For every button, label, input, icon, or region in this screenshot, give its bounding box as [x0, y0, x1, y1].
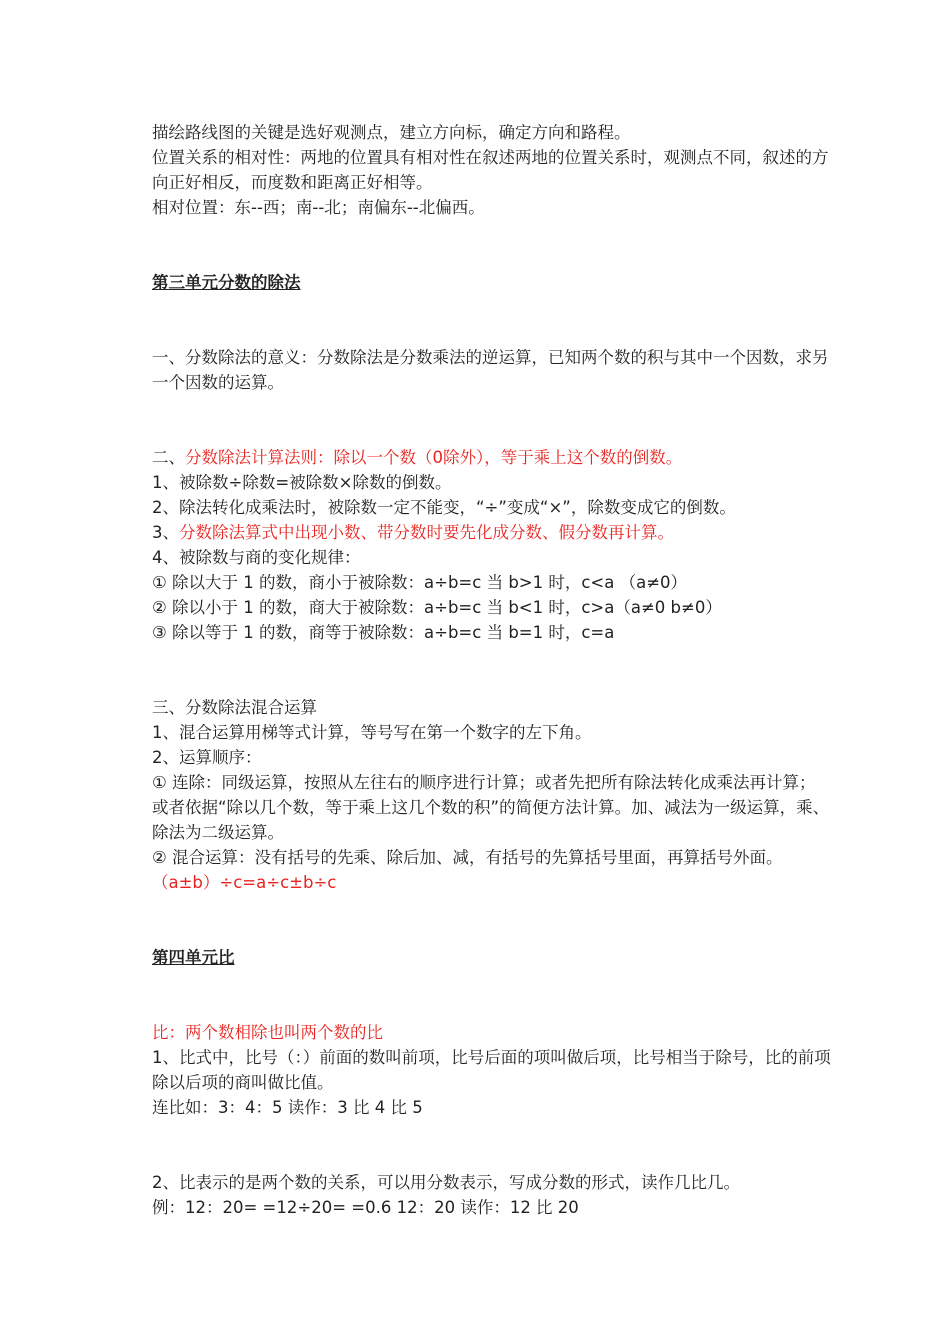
- paragraph-route-map: 描绘路线图的关键是选好观测点，建立方向标，确定方向和路程。: [152, 123, 631, 142]
- unit3-rule: [152, 445, 832, 470]
- unit3-rule-highlight: 分数除法计算法则：除以一个数（0除外），等于乘上这个数的倒数。: [185, 448, 683, 467]
- unit3-mixed-4: ② 混合运算：没有括号的先乘、除后加、减，有括号的先算括号里面，再算括号外面。: [152, 848, 783, 867]
- unit3-case-2: ② 除以小于 1 的数，商大于被除数：a÷b=c 当 b<1 时，c>a（a≠0 b≠0）: [152, 598, 722, 617]
- unit3-heading: 第三单元分数的除法: [152, 273, 301, 292]
- paragraph-relative-position: 相对位置：东--西；南--北；南偏东--北偏西。: [152, 198, 485, 217]
- unit4-paragraph-2: 连比如：3：4：5 读作：3 比 4 比 5: [152, 1098, 423, 1117]
- unit4-definition: 比：两个数相除也叫两个数的比: [152, 1023, 383, 1042]
- unit4-paragraph-3: 2、比表示的是两个数的关系，可以用分数表示，写成分数的形式，读作几比几。: [152, 1173, 740, 1192]
- unit3-rule-3-prefix: 3、: [152, 523, 179, 542]
- unit3-mixed-2: 2、运算顺序：: [152, 748, 262, 767]
- unit3-mixed-3: ① 连除：同级运算，按照从左往右的顺序进行计算；或者先把所有除法转化成乘法再计算；或者依据“除以几个数，等于乘上这几个数的积”的简便方法计算。加、减法为一级运算，乘、除法为二级运算。: [152, 773, 830, 842]
- unit3-rule-3: [152, 520, 832, 545]
- unit3-meaning: 一、分数除法的意义：分数除法是分数乘法的逆运算，已知两个数的积与其中一个因数，求另一个因数的运算。: [152, 348, 829, 392]
- unit3-case-1: ① 除以大于 1 的数，商小于被除数：a÷b=c 当 b>1 时，c<a （a≠0）: [152, 573, 688, 592]
- unit3-case-3: ③ 除以等于 1 的数，商等于被除数：a÷b=c 当 b=1 时，c=a: [152, 623, 615, 642]
- unit4-paragraph-1: 1、比式中，比号（：）前面的数叫前项，比号后面的项叫做后项，比号相当于除号，比的前项除以后项的商叫做比值。: [152, 1048, 831, 1092]
- unit4-paragraph-4: 例：12：20= =12÷20= =0.6 12：20 读作：12 比 20: [152, 1198, 579, 1217]
- document-body: [152, 120, 832, 1220]
- unit3-rule-4: 4、被除数与商的变化规律：: [152, 548, 361, 567]
- unit3-rule-prefix: 二、: [152, 448, 185, 467]
- unit3-rule-1: 1、被除数÷除数=被除数×除数的倒数。: [152, 473, 452, 492]
- unit3-mixed-formula: （a±b）÷c=a÷c±b÷c: [152, 873, 337, 892]
- unit3-mixed-1: 1、混合运算用梯等式计算，等号写在第一个数字的左下角。: [152, 723, 592, 742]
- unit3-rule-3-highlight: 分数除法算式中出现小数、带分数时要先化成分数、假分数再计算。: [179, 523, 674, 542]
- unit3-rule-2: 2、除法转化成乘法时，被除数一定不能变，“÷”变成“×”，除数变成它的倒数。: [152, 498, 736, 517]
- paragraph-relativity: 位置关系的相对性：两地的位置具有相对性在叙述两地的位置关系时，观测点不同，叙述的方向正好相反，而度数和距离正好相等。: [152, 148, 829, 192]
- unit3-mixed-title: 三、分数除法混合运算: [152, 698, 317, 717]
- unit4-heading: 第四单元比: [152, 948, 235, 967]
